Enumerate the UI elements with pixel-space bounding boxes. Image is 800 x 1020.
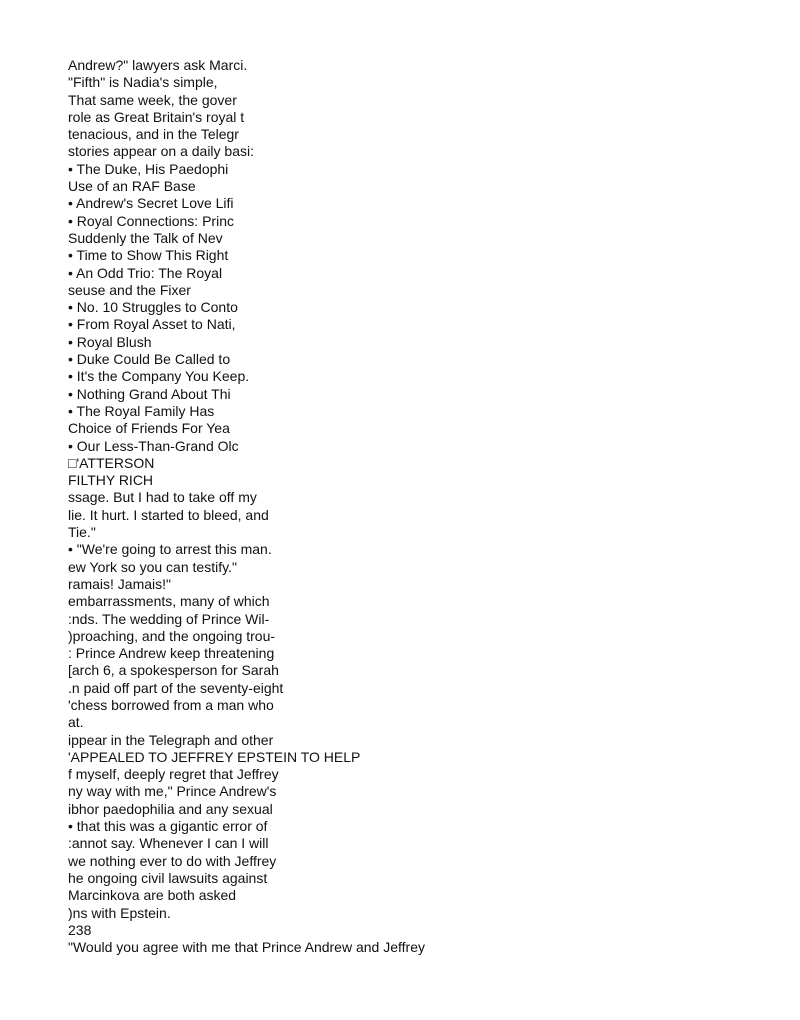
text-line: ippear in the Telegraph and other <box>68 731 274 748</box>
text-line: ssage. But I had to take off my <box>68 489 257 506</box>
text-line: Choice of Friends For Yea <box>68 420 230 437</box>
text-line: :annot say. Whenever I can I will <box>68 835 269 852</box>
text-line: FILTHY RICH <box>68 472 154 489</box>
text-line: Use of an RAF Base <box>68 178 196 195</box>
text-line: • Time to Show This Right <box>68 247 229 264</box>
text-line: • Duke Could Be Called to <box>68 351 231 368</box>
text-line: Suddenly the Talk of Nev <box>68 229 223 246</box>
text-line: : Prince Andrew keep threatening <box>68 645 275 662</box>
text-line: 238 <box>68 921 92 938</box>
text-line: .n paid off part of the seventy-eight <box>68 679 284 696</box>
text-line: • From Royal Asset to Nati, <box>68 316 236 333</box>
text-line: ny way with me," Prince Andrew's <box>68 783 277 800</box>
text-line: • The Duke, His Paedophi <box>68 160 229 177</box>
text-line: "Would you agree with me that Prince Andrew and Jeffrey <box>68 939 425 956</box>
text-line: at. <box>68 714 84 731</box>
text-line: Andrew?" lawyers ask Marci. <box>68 57 248 73</box>
text-line: we nothing ever to do with Jeffrey <box>68 852 277 869</box>
text-line: • Our Less-Than-Grand Olc <box>68 437 239 454</box>
text-line: [arch 6, a spokesperson for Sarah <box>68 662 279 679</box>
text-line: )ns with Epstein. <box>68 904 171 921</box>
text-line: embarrassments, many of which <box>68 593 270 610</box>
text-line: • that this was a gigantic error of <box>68 818 268 835</box>
text-line: • No. 10 Struggles to Conto <box>68 299 238 316</box>
text-line: tenacious, and in the Telegr <box>68 126 239 143</box>
text-line: • Royal Blush <box>68 333 152 350</box>
text-line: "Fifth" is Nadia's simple, <box>68 74 218 91</box>
text-line: ew York so you can testify." <box>68 558 237 575</box>
text-line: • Nothing Grand About Thi <box>68 385 231 402</box>
text-column <box>68 57 768 956</box>
text-line: • Royal Connections: Princ <box>68 212 234 229</box>
text-line: • It's the Company You Keep. <box>68 368 250 385</box>
text-line: • "We're going to arrest this man. <box>68 541 272 558</box>
text-line: ibhor paedophilia and any sexual <box>68 800 273 817</box>
text-line: role as Great Britain's royal t <box>68 108 245 125</box>
text-line: )proaching, and the ongoing trou- <box>68 627 276 644</box>
text-line: f myself, deeply regret that Jeffrey <box>68 766 279 783</box>
text-line: he ongoing civil lawsuits against <box>68 869 268 886</box>
text-line: :nds. The wedding of Prince Wil- <box>68 610 270 627</box>
text-line: Marcinkova are both asked <box>68 887 237 904</box>
text-line: stories appear on a daily basi: <box>68 143 254 160</box>
text-line: • Andrew's Secret Love Lifi <box>68 195 234 212</box>
text-line: lie. It hurt. I started to bleed, and <box>68 506 269 523</box>
text-line: 'APPEALED TO JEFFREY EPSTEIN TO HELP <box>68 748 361 765</box>
text-line: 'chess borrowed from a man who <box>68 696 274 713</box>
text-line: ramais! Jamais!" <box>68 575 171 592</box>
text-line: Tie." <box>68 524 96 541</box>
text-line: • The Royal Family Has <box>68 402 215 419</box>
text-line: That same week, the gover <box>68 91 237 108</box>
text-line: seuse and the Fixer <box>68 281 191 298</box>
text-line: □'ATTERSON <box>68 454 155 471</box>
text-line: • An Odd Trio: The Royal <box>68 264 223 281</box>
